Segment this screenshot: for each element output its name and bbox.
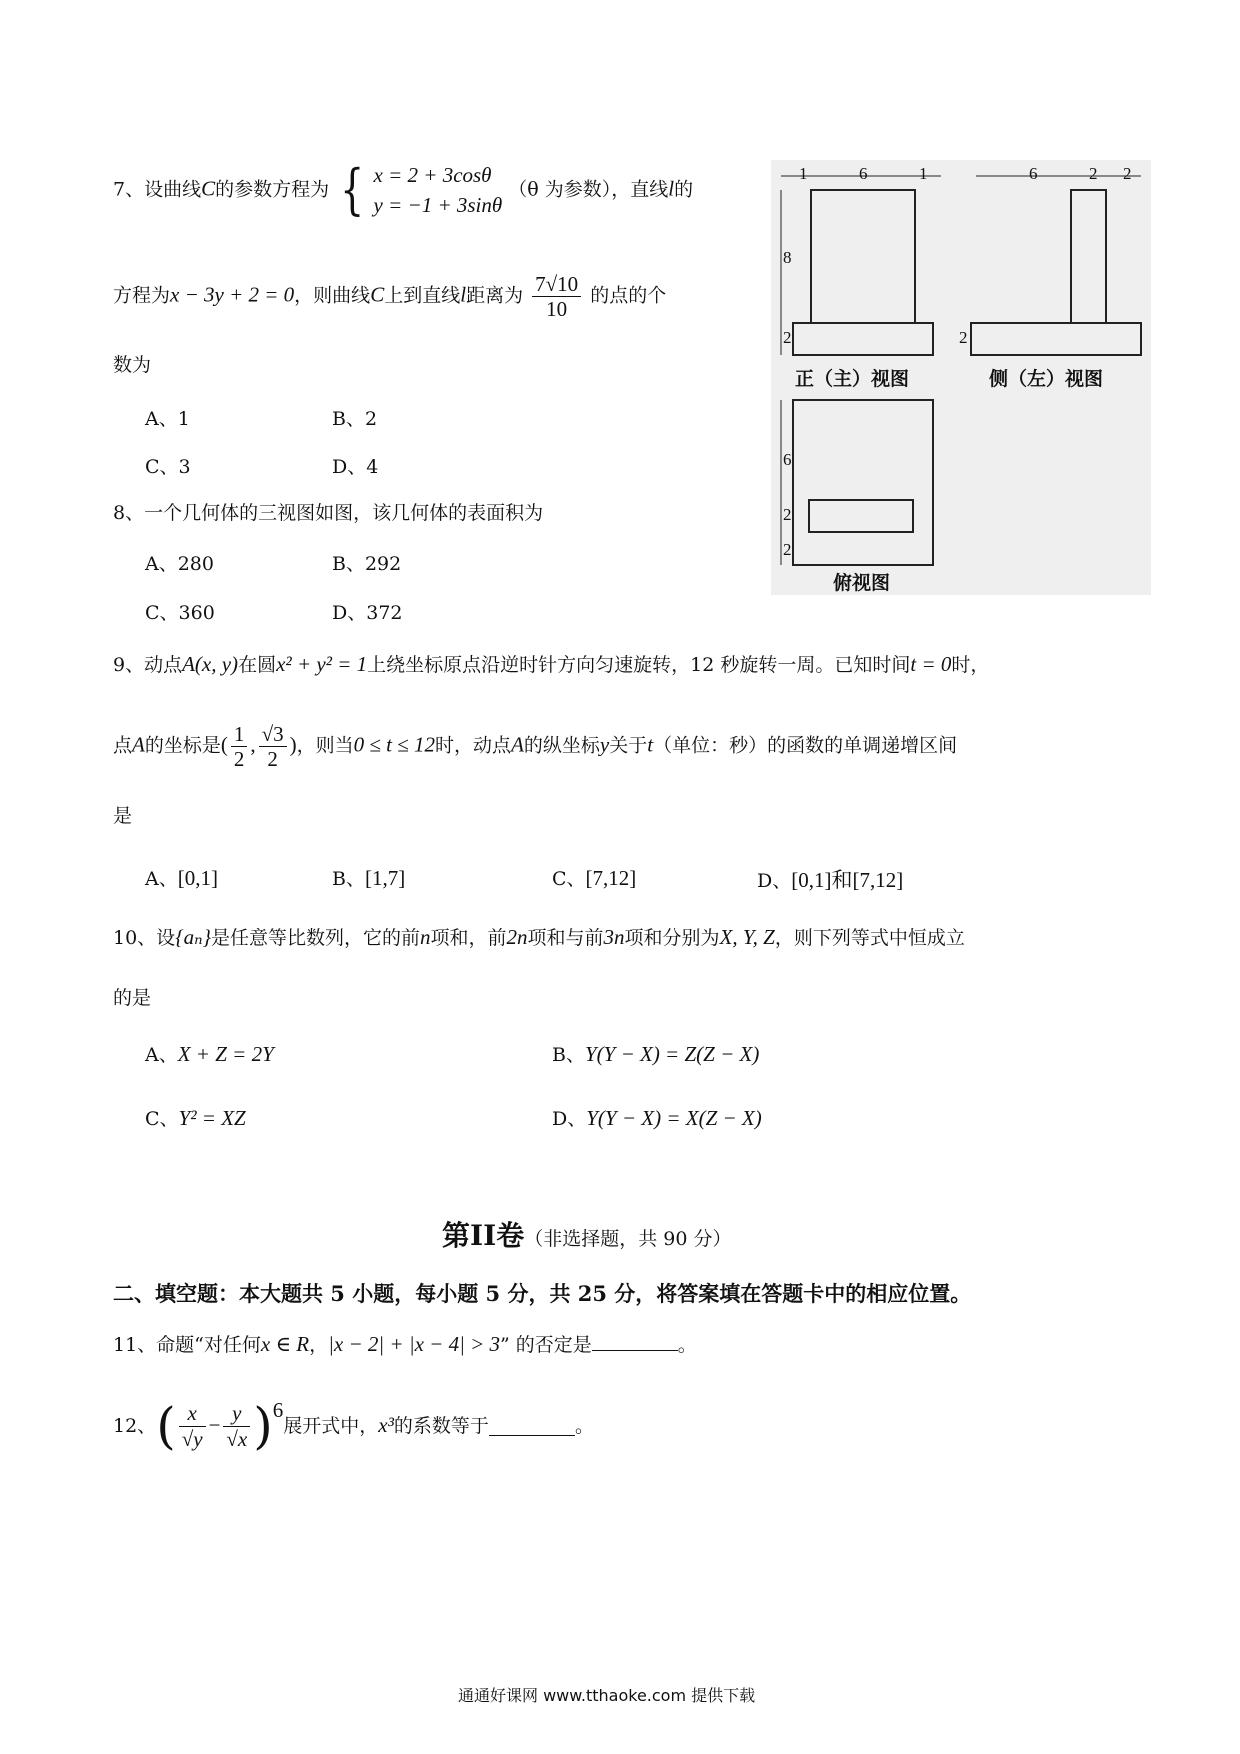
right-paren-icon: ) bbox=[253, 1397, 273, 1455]
q7-text: （θ 为参数），直线 bbox=[508, 178, 669, 201]
q8-option-d: D、372 bbox=[332, 602, 403, 624]
fraction-numerator: x bbox=[179, 1401, 206, 1426]
front-view-caption: 正（主）视图 bbox=[795, 368, 910, 390]
page-footer: 通通好课网 www.tthaoke.com 提供下载 bbox=[458, 1686, 756, 1705]
top-view-inner bbox=[809, 500, 913, 532]
three-view-figure bbox=[771, 160, 1151, 595]
q9-text: 时， bbox=[951, 654, 990, 676]
q7-option-a: A、1 bbox=[145, 408, 190, 430]
q11-text: ” 的否定是 bbox=[500, 1334, 592, 1356]
q7-option-d: D、4 bbox=[332, 456, 379, 478]
fraction-denominator: 2 bbox=[233, 747, 245, 772]
front-view-upright bbox=[811, 190, 915, 323]
q10-line2: 的是 bbox=[113, 987, 152, 1009]
q9-option-d: D、[0,1]和[7,12] bbox=[757, 868, 904, 892]
fraction-denominator: 10 bbox=[546, 297, 568, 322]
q9-text: 关于 bbox=[609, 734, 648, 757]
dim-label: 6 bbox=[859, 164, 868, 183]
q10-line1 bbox=[113, 925, 965, 950]
q11-domain: x ∈ R bbox=[260, 1332, 310, 1356]
section2-title: 第II卷 bbox=[442, 1219, 525, 1252]
q9-text: 9、动点 bbox=[113, 654, 183, 676]
q10-text: 项和，前 bbox=[430, 927, 507, 949]
top-view-caption: 俯视图 bbox=[833, 572, 891, 594]
q12-text: 12、 bbox=[113, 1414, 157, 1437]
q12-text: 展开式中， bbox=[283, 1414, 379, 1437]
dim-label: 2 bbox=[783, 505, 792, 524]
dim-label: 6 bbox=[1029, 164, 1038, 183]
side-view-base bbox=[971, 323, 1141, 355]
q7-option-b: B、2 bbox=[332, 408, 378, 430]
q9-text: 的纵坐标 bbox=[523, 734, 600, 757]
q8-option-b: B、292 bbox=[332, 553, 402, 575]
q7-text: 的参数方程为 bbox=[215, 178, 330, 201]
q9-range: 0 ≤ t ≤ 12 bbox=[353, 732, 436, 757]
q11-line bbox=[113, 1332, 697, 1357]
q9-text: 在圆 bbox=[238, 654, 277, 676]
dim-label: 2 bbox=[783, 540, 792, 559]
q9-time-zero: t = 0 bbox=[910, 652, 952, 676]
left-paren-icon: ( bbox=[156, 1397, 176, 1455]
q12-fraction-1 bbox=[179, 1401, 206, 1450]
answer-blank[interactable] bbox=[489, 1417, 575, 1436]
q7-eq-y: y = −1 + 3sinθ bbox=[373, 193, 503, 218]
section2-heading: 二、填空题：本大题共 5 小题，每小题 5 分，共 25 分，将答案填在答题卡中的相应位置。 bbox=[113, 1281, 972, 1306]
dim-label: 2 bbox=[783, 328, 792, 347]
front-view-base bbox=[793, 323, 933, 355]
q12-exponent: 6 bbox=[272, 1398, 284, 1422]
q7-eq-x: x = 2 + 3cosθ bbox=[373, 163, 492, 187]
q7-curve-symbol: C bbox=[201, 176, 216, 201]
q10-xyz: X, Y, Z bbox=[719, 925, 775, 949]
q11-text: 。 bbox=[677, 1334, 697, 1356]
fraction-numerator: y bbox=[223, 1401, 250, 1426]
q7-line1 bbox=[113, 160, 693, 221]
dim-label: 2 bbox=[1089, 164, 1098, 183]
q9-option-a: A、[0,1] bbox=[145, 866, 218, 890]
q12-text: 。 bbox=[574, 1414, 594, 1437]
q9-text: 时，动点 bbox=[435, 734, 512, 757]
q7-text: 上到直线 bbox=[384, 284, 461, 307]
dim-label: 2 bbox=[959, 328, 968, 347]
fraction-denominator: √x bbox=[226, 1426, 248, 1451]
q9-text: ，则当 bbox=[296, 734, 354, 757]
q12-fraction-2 bbox=[223, 1401, 250, 1450]
dim-label: 6 bbox=[783, 450, 792, 469]
section2-title-row bbox=[442, 1214, 731, 1254]
top-view-outline bbox=[793, 400, 933, 565]
q10-option-c: C、Y² = XZ bbox=[145, 1106, 246, 1130]
q8-option-c: C、360 bbox=[145, 602, 215, 624]
q9-text: （单位：秒）的函数的单调递增区间 bbox=[653, 734, 958, 757]
q7-line-symbol: l bbox=[668, 176, 675, 201]
q11-inequality: |x − 2| + |x − 4| > 3 bbox=[328, 1332, 501, 1356]
side-view-caption: 侧（左）视图 bbox=[989, 368, 1104, 390]
q12-text: 的系数等于 bbox=[393, 1414, 489, 1437]
q10-3n: 3n bbox=[603, 925, 625, 949]
q12-line: 12、 ( $\frac{x}{√y}$ − $\frac{y}{√x}$ ) 6 展开式中， x³ 的系数等于 。 bbox=[113, 1397, 594, 1455]
q7-text: 的 bbox=[674, 178, 694, 201]
q10-text: 10、设 bbox=[113, 927, 176, 949]
q7-text: 7、设曲线 bbox=[113, 178, 202, 201]
q7-line3: 数为 bbox=[113, 354, 152, 376]
q10-option-b: B、Y(Y − X) = Z(Z − X) bbox=[552, 1042, 760, 1066]
q7-text: ，则曲线 bbox=[294, 284, 371, 307]
q9-text: 点 bbox=[113, 734, 133, 757]
q9-option-c: C、[7,12] bbox=[552, 866, 637, 890]
q8-stem: 8、一个几何体的三视图如图，该几何体的表面积为 bbox=[113, 502, 544, 524]
q9-line3: 是 bbox=[113, 805, 133, 827]
q9-coord-y bbox=[259, 722, 287, 771]
q9-text: 上绕坐标原点沿逆时针方向匀速旋转，12 秒旋转一周。已知时间 bbox=[367, 654, 911, 676]
fraction-numerator: 7√10 bbox=[532, 272, 581, 297]
dim-label: 8 bbox=[783, 248, 792, 267]
q12-term: x³ bbox=[378, 1413, 394, 1438]
q7-param-system bbox=[335, 160, 502, 221]
answer-blank[interactable] bbox=[592, 1332, 678, 1351]
q9-line1 bbox=[113, 652, 989, 677]
q10-sequence: {aₙ} bbox=[175, 925, 211, 949]
q10-text: 是任意等比数列，它的前 bbox=[211, 927, 421, 949]
q7-distance-fraction bbox=[532, 272, 581, 321]
q10-text: ，则下列等式中恒成立 bbox=[774, 927, 965, 949]
fraction-denominator: 2 bbox=[267, 747, 278, 772]
section2-subtitle: （非选择题，共 90 分） bbox=[524, 1228, 732, 1250]
q7-curve-symbol: C bbox=[370, 282, 385, 307]
q11-text: 11、命题“对任何 bbox=[113, 1334, 261, 1356]
q7-text: 方程为 bbox=[113, 284, 171, 307]
q10-text: 项和分别为 bbox=[624, 927, 720, 949]
q8-option-a: A、280 bbox=[145, 553, 214, 575]
q10-n: n bbox=[420, 925, 431, 949]
q9-text: 的坐标是 bbox=[144, 734, 221, 757]
q10-text: 项和与前 bbox=[527, 927, 604, 949]
fraction-numerator: √3 bbox=[259, 722, 287, 747]
q7-option-c: C、3 bbox=[145, 456, 191, 478]
side-view-upright bbox=[1071, 190, 1106, 323]
dim-label: 1 bbox=[919, 164, 928, 183]
q11-text: ， bbox=[309, 1334, 329, 1356]
q7-line-symbol: l bbox=[460, 282, 467, 307]
fraction-denominator: √y bbox=[181, 1426, 203, 1451]
q10-2n: 2n bbox=[506, 925, 528, 949]
fraction-numerator: 1 bbox=[231, 722, 248, 747]
brace-icon: { bbox=[340, 158, 365, 222]
q10-option-d: D、Y(Y − X) = X(Z − X) bbox=[552, 1106, 762, 1130]
dim-label: 1 bbox=[799, 164, 808, 183]
q9-point: A(x, y) bbox=[182, 652, 239, 676]
q10-option-a: A、X + Z = 2Y bbox=[145, 1042, 274, 1066]
q9-line2: 点A的坐标是( $\frac{1}{2}$ , $\frac{√3}{2}$ )，则当0 ≤ t ≤ 12时，动点A的纵坐标y关于t（单位：秒）的函数的单调递增区间 bbox=[113, 722, 958, 772]
q9-circle-equation: x² + y² = 1 bbox=[276, 652, 368, 676]
q9-coord-x bbox=[231, 722, 248, 771]
q7-text: 距离为 bbox=[466, 284, 524, 307]
q7-text: 的点的个 bbox=[590, 284, 667, 307]
q7-line-equation: x − 3y + 2 = 0 bbox=[170, 282, 295, 307]
q7-line2 bbox=[113, 272, 666, 321]
dim-label: 2 bbox=[1123, 164, 1132, 183]
q9-option-b: B、[1,7] bbox=[332, 866, 406, 890]
